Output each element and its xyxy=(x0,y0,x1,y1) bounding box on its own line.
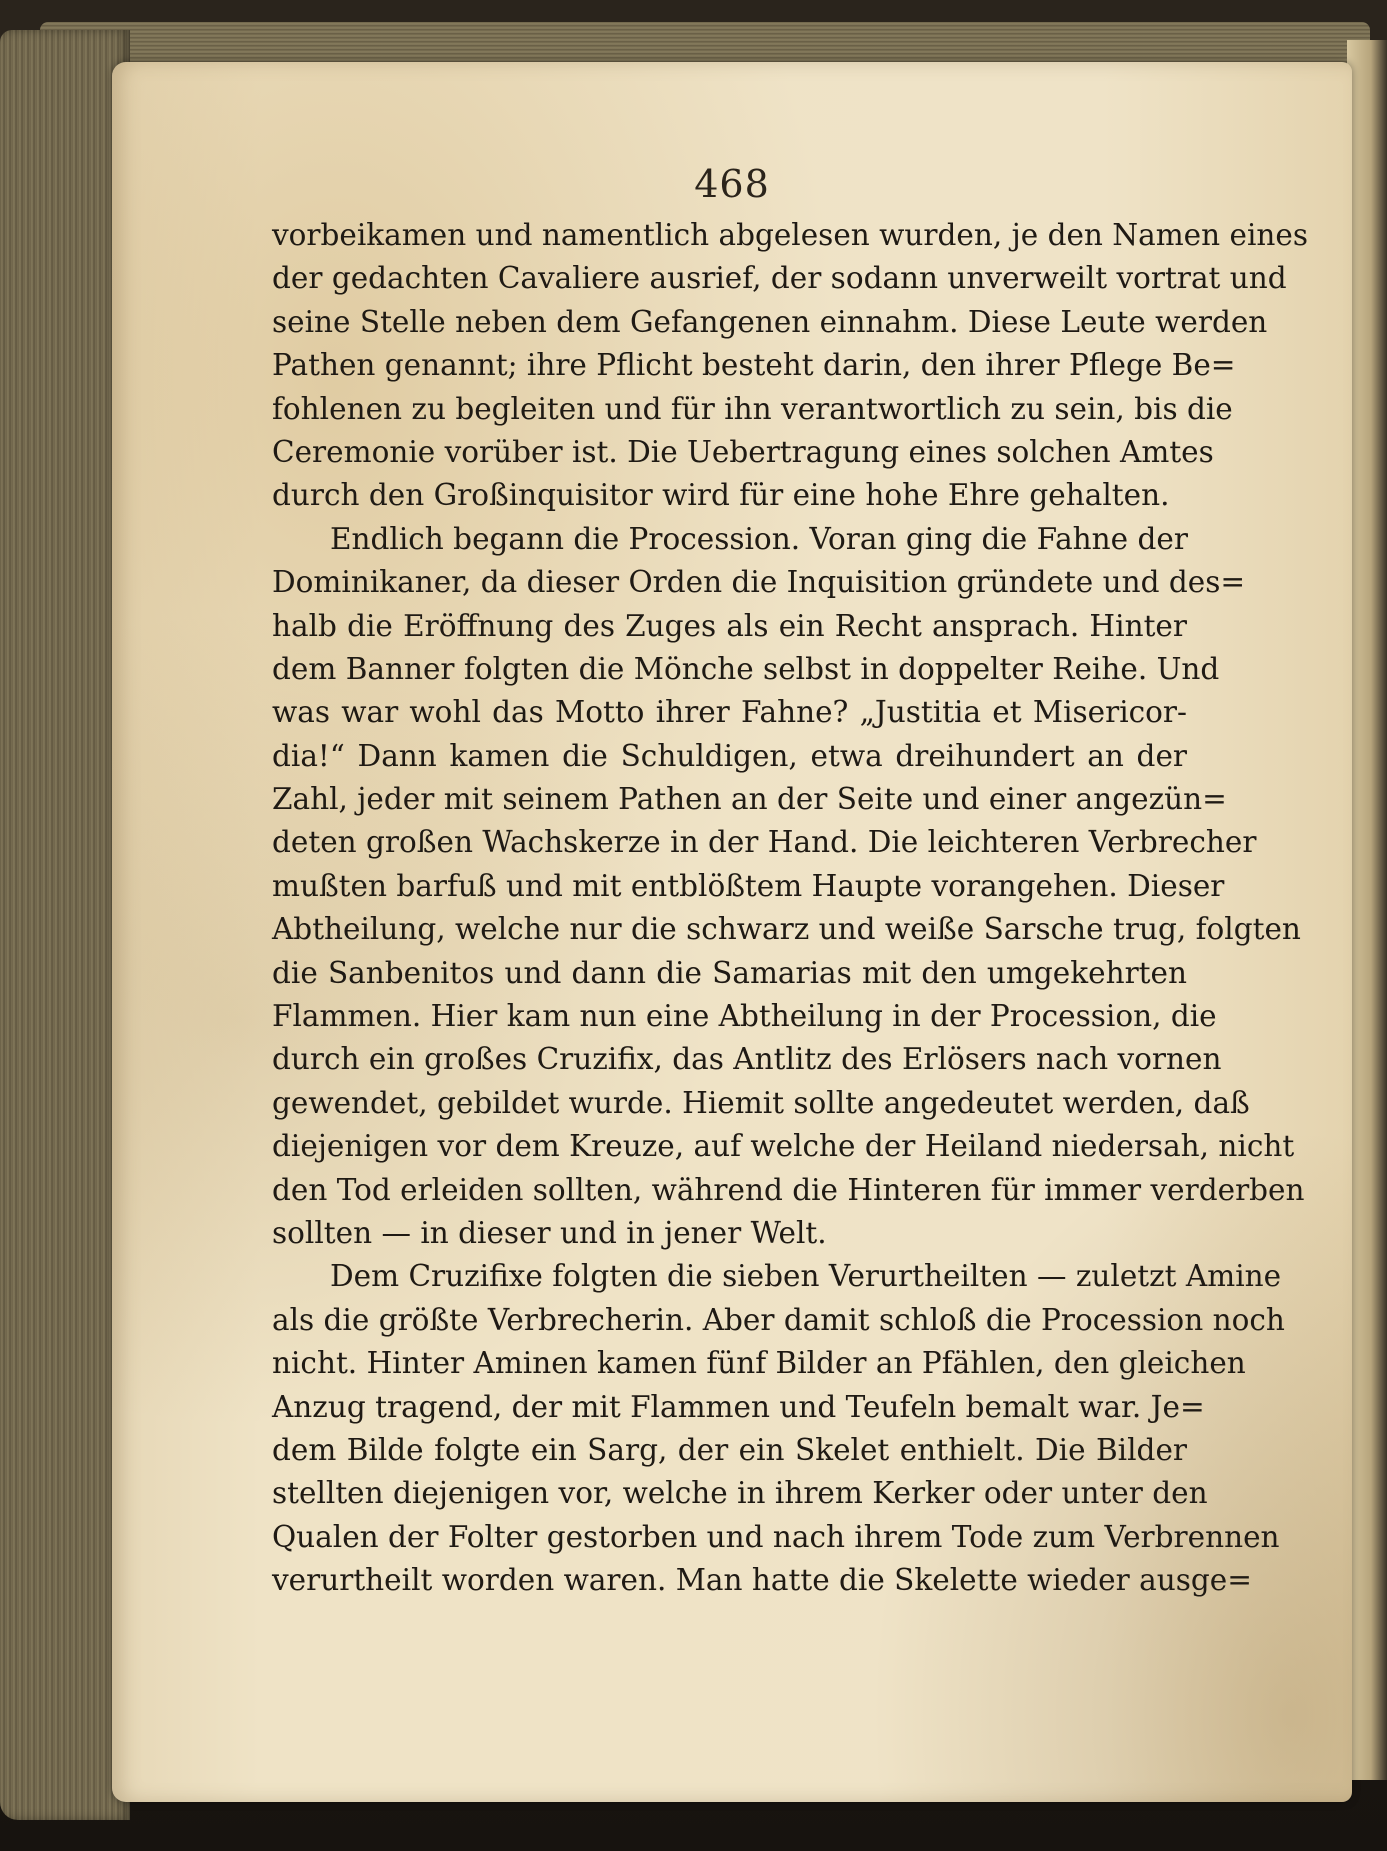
page-body-text xyxy=(272,214,1309,1603)
text-line: durch ein großes Cruzifix, das Antlitz des Erlösers nach vornen xyxy=(272,1042,1222,1077)
text-line: gewendet, gebildet wurde. Hiemit sollte angedeutet werden, daß xyxy=(272,1085,1250,1120)
paragraph xyxy=(272,214,1309,518)
text-line: verurtheilt worden waren. Man hatte die Skelette wieder ausge= xyxy=(272,1563,1252,1598)
book-page xyxy=(112,62,1352,1802)
text-line: sollten — in dieser und in jener Welt. xyxy=(272,1215,827,1250)
text-line: stellten diejenigen vor, welche in ihrem Kerker oder unter den xyxy=(272,1476,1208,1511)
text-line: halb die Eröffnung des Zuges als ein Recht ansprach. Hinter xyxy=(272,608,1187,643)
text-line: Abtheilung, welche nur die schwarz und weiße Sarsche trug, folgten xyxy=(272,912,1301,947)
text-line: diejenigen vor dem Kreuze, auf welche der Heiland niedersah, nicht xyxy=(272,1129,1295,1164)
text-line: seine Stelle neben dem Gefangenen einnahm. Diese Leute werden xyxy=(272,304,1268,339)
text-line: durch den Großinquisitor wird für eine hohe Ehre gehalten. xyxy=(272,478,1170,513)
text-line: Flammen. Hier kam nun eine Abtheilung in der Procession, die xyxy=(272,999,1217,1034)
text-line: deten großen Wachskerze in der Hand. Die leichteren Verbrecher xyxy=(272,825,1257,860)
text-line: den Tod erleiden sollten, während die Hinteren für immer verderben xyxy=(272,1172,1305,1207)
text-line: Qualen der Folter gestorben und nach ihrem Tode zum Verbrennen xyxy=(272,1519,1280,1554)
text-line: Dominikaner, da dieser Orden die Inquisition gründete und des= xyxy=(272,565,1246,600)
text-line: Dem Cruzifixe folgten die sieben Verurtheilten — zuletzt Amine xyxy=(330,1259,1282,1294)
text-line: vorbeikamen und namentlich abgelesen wurden, je den Namen eines xyxy=(272,218,1309,252)
text-line: was war wohl das Motto ihrer Fahne? „Justitia et Misericor- xyxy=(272,695,1187,730)
text-line: Pathen genannt; ihre Pflicht besteht darin, den ihrer Pflege Be= xyxy=(272,348,1236,383)
text-line: Endlich begann die Procession. Voran ging die Fahne der xyxy=(330,521,1188,556)
text-line: fohlenen zu begleiten und für ihn verantwortlich zu sein, bis die xyxy=(272,391,1233,426)
text-line: Anzug tragend, der mit Flammen und Teufeln bemalt war. Je= xyxy=(272,1389,1205,1424)
text-line: der gedachten Cavaliere ausrief, der sodann unverweilt vortrat und xyxy=(272,261,1287,296)
text-line: nicht. Hinter Aminen kamen fünf Bilder an Pfählen, den gleichen xyxy=(272,1346,1246,1381)
paragraph xyxy=(272,1255,1285,1602)
text-line: Ceremonie vorüber ist. Die Uebertragung eines solchen Amtes xyxy=(272,434,1214,469)
paragraph xyxy=(272,518,1305,1256)
text-line: dia!“ Dann kamen die Schuldigen, etwa dreihundert an der xyxy=(272,738,1187,773)
text-line: mußten barfuß und mit entblößtem Haupte vorangehen. Dieser xyxy=(272,868,1225,903)
book-page-edges xyxy=(0,30,130,1820)
text-line: Zahl, jeder mit seinem Pathen an der Seite und einer angezün= xyxy=(272,782,1227,817)
text-line: als die größte Verbrecherin. Aber damit schloß die Procession noch xyxy=(272,1302,1285,1337)
text-line: die Sanbenitos und dann die Samarias mit den umgekehrten xyxy=(272,955,1187,990)
text-line: dem Bilde folgte ein Sarg, der ein Skelet enthielt. Die Bilder xyxy=(272,1432,1187,1467)
page-number: 468 xyxy=(694,162,770,206)
text-line: dem Banner folgten die Mönche selbst in doppelter Reihe. Und xyxy=(272,651,1220,686)
next-page-edge xyxy=(1347,40,1387,1780)
